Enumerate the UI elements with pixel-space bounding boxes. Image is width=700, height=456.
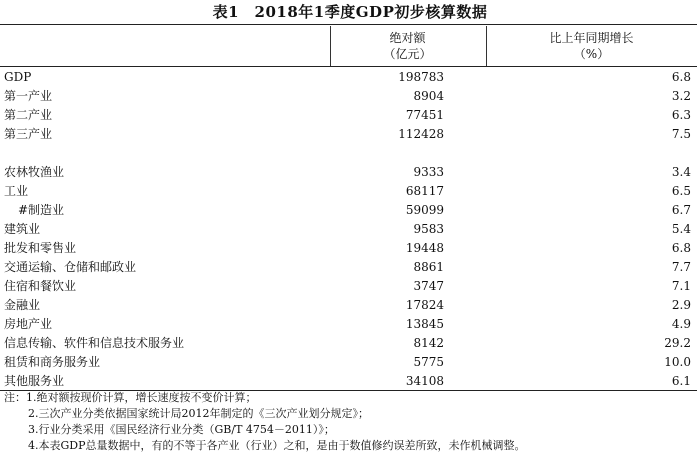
table-row: [0, 239, 697, 258]
table-row: [0, 125, 697, 144]
row-value: 3747: [413, 279, 444, 293]
row-name: GDP: [4, 70, 32, 84]
row-value: 34108: [405, 374, 444, 388]
row-value: 17824: [405, 298, 444, 312]
row-value: 9583: [413, 222, 444, 236]
row-name: 农林牧渔业: [4, 165, 65, 179]
header-growth: [486, 30, 697, 62]
row-growth: 6.1: [671, 374, 691, 388]
row-name: 住宿和餐饮业: [4, 279, 77, 293]
row-value: 13845: [405, 317, 444, 331]
row-value: 19448: [405, 241, 444, 255]
table-row: [0, 296, 697, 315]
table-row: [0, 163, 697, 182]
row-growth: 7.1: [671, 279, 691, 293]
table-row: [0, 182, 697, 201]
row-name: 信息传输、软件和信息技术服务业: [4, 336, 185, 350]
row-name: 工业: [4, 184, 29, 198]
table-top-rule: [0, 24, 697, 25]
table-notes: [4, 390, 694, 454]
row-growth: 7.5: [671, 127, 691, 141]
table-title: 表1 2018年1季度GDP初步核算数据: [212, 3, 488, 21]
row-growth: 29.2: [664, 336, 691, 350]
row-growth: 7.7: [671, 260, 691, 274]
row-value: 8861: [413, 260, 444, 274]
row-growth: 6.8: [671, 241, 691, 255]
row-growth: 3.4: [671, 165, 691, 179]
row-value: 8142: [413, 336, 444, 350]
row-growth: 6.7: [671, 203, 691, 217]
table-row: [0, 258, 697, 277]
row-name: 第一产业: [4, 89, 53, 103]
header-absolute-value-label: 绝对额: [389, 31, 426, 45]
row-growth: 4.9: [671, 317, 691, 331]
table-row: [0, 201, 697, 220]
row-name: 金融业: [4, 298, 41, 312]
table-row: [0, 372, 697, 391]
row-growth: 2.9: [671, 298, 691, 312]
row-value: 59099: [405, 203, 444, 217]
row-value: 68117: [405, 184, 444, 198]
row-value: 9333: [413, 165, 444, 179]
row-name: 房地产业: [4, 317, 53, 331]
row-value: 198783: [398, 70, 444, 84]
header-growth-label: 比上年同期增长: [549, 31, 634, 45]
row-value: 5775: [413, 355, 444, 369]
header-absolute-value: [330, 30, 485, 62]
note-4: 4.本表GDP总量数据中，有的不等于各产业（行业）之和，是由于数值修约误差所致，未作机械调整。: [28, 439, 526, 452]
note-3: 3.行业分类采用《国民经济行业分类（GB/T 4754－2011）》；: [28, 423, 335, 436]
row-name: 交通运输、仓储和邮政业: [4, 260, 137, 274]
table-header: [0, 26, 697, 66]
table-row: [0, 315, 697, 334]
row-value: 112428: [398, 127, 444, 141]
table-row: [0, 220, 697, 239]
table-row: [0, 68, 697, 87]
row-name: 建筑业: [4, 222, 41, 236]
row-growth: 5.4: [671, 222, 691, 236]
row-growth: 6.3: [671, 108, 691, 122]
row-name: 第三产业: [4, 127, 53, 141]
header-growth-unit: （%）: [573, 47, 610, 61]
row-growth: 6.8: [671, 70, 691, 84]
note-2: 2.三次产业分类依据国家统计局2012年制定的《三次产业划分规定》；: [28, 407, 369, 420]
table-row: [0, 353, 697, 372]
row-name: 批发和零售业: [4, 241, 77, 255]
row-name: 其他服务业: [4, 374, 65, 388]
row-name: #制造业: [18, 203, 65, 217]
header-absolute-value-unit: （亿元）: [383, 47, 432, 61]
row-growth: 6.5: [671, 184, 691, 198]
row-name: 第二产业: [4, 108, 53, 122]
header-rule: [0, 66, 697, 67]
row-name: 租赁和商务服务业: [4, 355, 101, 369]
table-row: [0, 334, 697, 353]
note-1: 注：1.绝对额按现价计算，增长速度按不变价计算；: [4, 391, 257, 404]
row-value: 8904: [413, 89, 444, 103]
table-row: [0, 106, 697, 125]
row-growth: 3.2: [671, 89, 691, 103]
table-row: [0, 277, 697, 296]
row-value: 77451: [405, 108, 444, 122]
table-row: [0, 87, 697, 106]
row-growth: 10.0: [664, 355, 691, 369]
